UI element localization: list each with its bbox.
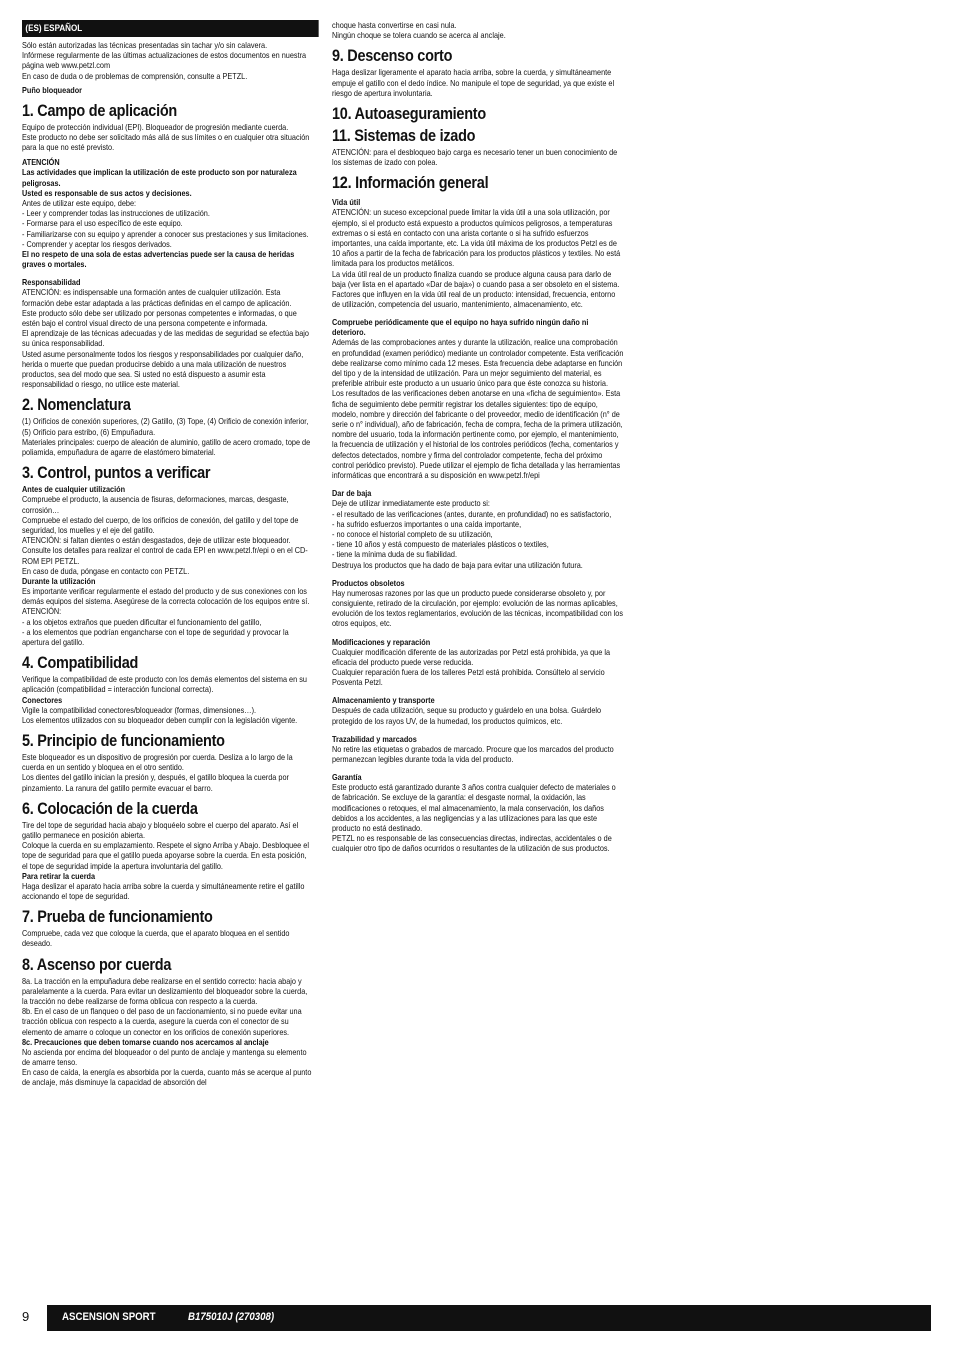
paragraph: ATENCIÓN: un suceso excepcional puede limitar la vida útil a una sola utilización, por ejemplo, si el producto está expuesto a productos químicos peligrosos, a temperaturas extremas o si está en contacto con una arista cortante o si ha sufrido esfuerzos importantes, una caída importante, etc. La vida útil máxima de los productos Petzl es de 10 años a partir de la fecha de fabricación para los productos plásticos y textiles. No está limitada para los productos metálicos.: [332, 207, 621, 269]
right-column: [332, 20, 624, 854]
section-text: [22, 752, 312, 793]
section-title: 8. Ascenso por cuerda: [22, 954, 172, 974]
section-title: 12. Información general: [332, 173, 489, 193]
section-text: [22, 287, 312, 389]
subheading: 8c. Precauciones que deben tomarse cuando nos acercamos al anclaje: [22, 1036, 269, 1047]
subheading: ATENCIÓN: [22, 157, 60, 168]
section-text: [22, 820, 312, 871]
section-title: 10. Autoaseguramiento: [332, 104, 486, 124]
paragraph: Compruebe el producto, la ausencia de fisuras, deformaciones, marcas, desgaste, corrosión…: [22, 494, 289, 515]
section-text: [22, 494, 312, 576]
subheading: Dar de baja: [332, 488, 372, 499]
paragraph: ATENCIÓN: si faltan dientes o están desgastados, deje de utilizar este bloqueador.: [22, 535, 291, 546]
subheading: Garantía: [332, 772, 362, 783]
section-text: [22, 416, 312, 457]
subheading: Responsabilidad: [22, 277, 81, 288]
section-text: Verifique la compatibilidad de este producto con los demás elementos del sistema en su aplicación (compatibilidad = interacción funcional correcta).: [22, 674, 307, 695]
section-text: [22, 1047, 312, 1088]
section-text-continued: [332, 20, 624, 40]
section-text: [332, 647, 624, 688]
list-item: - tiene la mínima duda de su fiabilidad.: [332, 549, 458, 560]
paragraph: Tire del tope de seguridad hacia abajo y bloquéelo sobre el cuerpo del aparato. Así el gatillo permanece en posición abierta.: [22, 819, 299, 840]
list-item: - a los elementos que podrían engancharse con el tope de seguridad y provocar la apertura del gatillo.: [22, 626, 289, 647]
paragraph: Destruya los productos que ha dado de baja para evitar una utilización futura.: [332, 559, 583, 570]
section-text: Hay numerosas razones por las que un producto puede considerarse obsoleto y, por consiguiente, retirado de la circulación, por ejemplo: evolución de las normas aplicables, evolución de los textos reglamentarios, evolución de las técnicas, incompatibilidad con los otros equipos, etc.: [332, 587, 624, 629]
section-text: [22, 705, 312, 725]
paragraph: Este producto está garantizado durante 3 años contra cualquier defecto de materiales o de fabricación. Se excluye de la garantía: el desgaste normal, la oxidación, las modificaciones o retoques, el mal almacenamiento, la mala conservación, los daños debidos a los accidentes, a las negligencias y a las utilizaciones para las que este producto no está destinado.: [332, 782, 616, 833]
section-text: ATENCIÓN: para el desbloqueo bajo carga es necesario tener un buen conocimiento de los sistemas de izado con polea.: [332, 147, 618, 168]
paragraph: Los dientes del gatillo inician la presión y, después, el gatillo bloquea la cuerda por pinzamiento. La ranura del gatillo permite evacuar el barro.: [22, 772, 289, 793]
paragraph: Antes de utilizar este equipo, debe:: [22, 198, 137, 209]
paragraph: Consulte los detalles para realizar el control de cada EPI en www.petzl.fr/epi o en el CD-ROM EPI PETZL.: [22, 545, 308, 566]
subheading: Trazabilidad y marcados: [332, 733, 417, 744]
warning-text: [22, 167, 312, 198]
list-item: - tiene 10 años y está compuesto de materiales plásticos o textiles,: [332, 539, 549, 550]
intro-line: Infórmese regularmente de las últimas actualizaciones de estos documentos en nuestra página web www.petzl.com: [22, 50, 307, 71]
section-title: 9. Descenso corto: [332, 46, 453, 66]
paragraph: 8a. La tracción en la empuñadura debe realizarse en el sentido correcto: hacia abajo y paralelamente a la cuerda. Para evitar un deslizamiento del bloqueador sobre la cuerda, la tracción no debe realizarse de forma oblicua con respecto a la cuerda.: [22, 975, 308, 1006]
paragraph: Este producto sólo debe ser utilizado por personas competentes e informadas, o que estén bajo el control visual directo de una persona competente e informada.: [22, 307, 297, 329]
paragraph: Equipo de protección individual (EPI). Bloqueador de progresión mediante cuerda.: [22, 121, 289, 132]
list-item: - ha sufrido esfuerzos importantes o una caída importante,: [332, 518, 522, 529]
section-text: [332, 207, 624, 309]
paragraph: Los resultados de las verificaciones deben anotarse en una «ficha de seguimiento». Esta ficha de seguimiento debe permitir registrar los detalles siguientes: tipo de equipo, modelo, nombre y dirección del fabricante o del proveedor, medio de identificación (n° de serie o n° individual), año de fabricación, fecha de compra, fecha de la primera utilización, nombre del usuario, toda la información pertinente como, por ejemplo, el mantenimiento, la frecuencia de utilización y el historial de los controles periódicos (fecha, comentarios y defectos detectados, nombre y firma del controlador competente, fecha del próximo control periódico previsto). Puede utilizar el ejemplo de ficha detallada y las herramientas informáticas que encontrará a su disposición en www.petzl.fr/epi: [332, 388, 623, 481]
paragraph: Compruebe el estado del cuerpo, de los orificios de conexión, del gatillo y del tope de seguridad, los muelles y el eje del gatillo.: [22, 514, 299, 535]
list-item: - Familiarizarse con su equipo y aprender a conocer sus prestaciones y sus limitaciones.: [22, 228, 309, 239]
list-item: - no conoce el historial completo de su utilización,: [332, 528, 493, 539]
paragraph: Cualquier reparación fuera de los talleres Petzl está prohibida. Consúltelo al servicio Posventa Petzl.: [332, 666, 605, 688]
paragraph: Factores que influyen en la vida útil real de un producto: intensidad, frecuencia, entorno de utilización, competencia del usuario, mantenimiento, almacenamiento, etc.: [332, 289, 616, 310]
subheading: Compruebe periódicamente que el equipo no haya sufrido ningún daño ni deterioro.: [332, 317, 589, 338]
paragraph-part: choque hasta convertirse en casi nula.: [332, 20, 457, 30]
subheading: Almacenamiento y transporte: [332, 695, 435, 706]
paragraph: La vida útil real de un producto finaliza cuando se produce alguna causa para darlo de baja (ver lista en el apartado «Dar de baja») o cuando pasa a ser obsoleto en el sistema.: [332, 268, 620, 289]
paragraph: Deje de utilizar inmediatamente este producto si:: [332, 498, 490, 509]
section-title: 11. Sistemas de izado: [332, 126, 476, 146]
paragraph: En caso de duda, póngase en contacto con PETZL.: [22, 565, 190, 576]
section-title: 4. Compatibilidad: [22, 653, 139, 673]
paragraph: Es importante verificar regularmente el estado del producto y de sus conexiones con los demás equipos del sistema. Asegúrese de la correcta colocación de los equipos entre sí.: [22, 585, 310, 607]
section-text: [22, 198, 312, 249]
subheading: Modificaciones y reparación: [332, 636, 431, 647]
list-item: - Comprender y aceptar los riesgos derivados.: [22, 238, 172, 249]
section-title: 7. Prueba de funcionamiento: [22, 907, 213, 927]
section-text: Haga deslizar el aparato hacia arriba sobre la cuerda y simultáneamente retire el gatillo accionando el tope de seguridad.: [22, 880, 305, 901]
paragraph: ATENCIÓN: es indispensable una formación antes de cualquier utilización. Esta formación debe estar adaptada a las prácticas definidas en el campo de aplicación.: [22, 287, 292, 308]
intro-line: En caso de duda o de problemas de comprensión, consulte a PETZL.: [22, 70, 248, 81]
section-text: Compruebe, cada vez que coloque la cuerda, que el aparato bloquea en el sentido deseado.: [22, 928, 290, 949]
section-title: 3. Control, puntos a verificar: [22, 463, 211, 483]
list-item: - el resultado de las verificaciones (antes, durante, en profundidad) no es satisfactorio,: [332, 508, 612, 519]
paragraph: Además de las comprobaciones antes y durante la utilización, realice una comprobación en profundidad (examen periódico) mediante un controlador competente. Esta verificación debe realizarse como mínimo cada 12 meses. Esta frecuencia debe adaptarse en función del tipo y de la intensidad de utilización. Para un mejor seguimiento del material, es preferible atribuir este producto a un usuario único para que éste conozca su historia.: [332, 337, 624, 389]
section-title: 2. Nomenclatura: [22, 395, 131, 415]
paragraph: Usted es responsable de sus actos y decisiones.: [22, 187, 192, 198]
paragraph: Vigile la compatibilidad conectores/bloqueador (formas, dimensiones…).: [22, 704, 257, 715]
paragraph: ATENCIÓN:: [22, 606, 62, 617]
footer-model: ASCENSION SPORT: [62, 1311, 156, 1323]
paragraph: Usted asume personalmente todos los riesgos y responsabilidades por cualquier daño, herida o muerte que puedan producirse debido a una mala utilización de nuestros productos, sea del modo que sea. Si usted no está dispuesto a asumir esta responsabilidad o riesgo, no utilice este material.: [22, 348, 304, 390]
list-item: - Formarse para el uso específico de este equipo.: [22, 218, 183, 229]
left-column: [22, 20, 312, 1088]
paragraph: 8b. En el caso de un flanqueo o del paso de un faccionamiento, si no puede evitar una tracción oblicua con respecto a la cuerda, asegure la cuerda con el conector de su elemento de amarre o coloque un conector en los orificios de conexión superiores.: [22, 1006, 302, 1037]
section-title: 6. Colocación de la cuerda: [22, 798, 198, 818]
list-item: - Leer y comprender todas las instrucciones de utilización.: [22, 208, 210, 219]
section-text: [332, 782, 624, 853]
product-name: Puño bloqueador: [22, 84, 83, 95]
paragraph: Los elementos utilizados con su bloqueador deben cumplir con la legislación vigente.: [22, 714, 298, 725]
section-title: 5. Principio de funcionamiento: [22, 730, 225, 750]
section-title: 1. Campo de aplicación: [22, 100, 177, 120]
paragraph: No ascienda por encima del bloqueador o del punto de anclaje y mantenga su elemento de amarre tenso.: [22, 1046, 307, 1068]
paragraph: Ningún choque se tolera cuando se acerca al anclaje.: [332, 30, 506, 41]
list-item: - a los objetos extraños que pueden dificultar el funcionamiento del gatillo,: [22, 616, 262, 627]
footer-code: B175010J (270308): [188, 1311, 275, 1323]
section-text: [332, 498, 624, 569]
paragraph: Este producto no debe ser solicitado más allá de sus límites o en cualquier otra situación para la que no esté previsto.: [22, 132, 310, 153]
section-text: Después de cada utilización, seque su producto y guárdelo en una bolsa. Guárdelo protegido de los rayos UV, de la humedad, los productos químicos, etc.: [332, 705, 602, 726]
paragraph: El aprendizaje de las técnicas adecuadas y de las medidas de seguridad se efectúa bajo su única responsabilidad.: [22, 328, 309, 349]
paragraph: PETZL no es responsable de las consecuencias directas, indirectas, accidentales o de cualquier otro tipo de daños ocurridos o resultantes de la utilización de sus productos.: [332, 833, 612, 854]
section-text: [22, 122, 312, 153]
warning-text: El no respeto de una sola de estas advertencias puede ser la causa de heridas graves o mortales.: [22, 249, 295, 270]
subheading: Vida útil: [332, 197, 361, 208]
paragraph: Coloque la cuerda en su emplazamiento. Respete el signo Arriba y Abajo. Desbloquee el tope de seguridad para que el gatillo pueda apoyarse sobre la cuerda. En esta posición, el tope de seguridad impide la apertura involuntaria del gatillo.: [22, 840, 309, 871]
subheading: Antes de cualquier utilización: [22, 484, 126, 495]
intro-line: Sólo están autorizadas las técnicas presentadas sin tachar y/o sin calavera.: [22, 40, 268, 50]
paragraph: Este bloqueador es un dispositivo de progresión por cuerda. Desliza a lo largo de la cuerda en un sentido y bloquea en el otro sentido.: [22, 751, 293, 773]
page-number: 9: [22, 1309, 30, 1324]
paragraph: Cualquier modificación diferente de las autorizadas por Petzl está prohibida, ya que la eficacia del producto puede verse reducida.: [332, 646, 611, 667]
section-text: Haga deslizar ligeramente el aparato hacia arriba, sobre la cuerda, y simultáneamente empuje el gatillo con el dedo índice. No manipule el tope de seguridad, ya que existe el riesgo de apertura involuntaria.: [332, 67, 615, 98]
subheading: Productos obsoletos: [332, 577, 405, 588]
section-text: [332, 337, 624, 480]
subheading: Para retirar la cuerda: [22, 870, 96, 881]
subheading: Conectores: [22, 694, 63, 705]
footer-bar: [47, 1305, 931, 1331]
paragraph-continued: [22, 1067, 312, 1087]
section-text: [22, 586, 312, 647]
section-text: [22, 976, 312, 1037]
paragraph: Materiales principales: cuerpo de aleación de aluminio, gatillo de acero cromado, tope de poliamida, empuñadura de agarre de elastómero bimaterial.: [22, 436, 311, 458]
section-text: No retire las etiquetas o grabados de marcado. Procure que los marcados del producto permanezcan legibles durante toda la vida del producto.: [332, 743, 614, 764]
paragraph: (1) Orificios de conexión superiores, (2) Gatillo, (3) Tope, (4) Orificio de conexión inferior, (5) Orificio para estribo, (6) Empuñadura.: [22, 416, 309, 437]
paragraph-part: En caso de caída, la energía es absorbida por la cuerda, cuanto más se acerque al punto de anclaje, más disminuye la capacidad de absorción del: [22, 1067, 312, 1088]
language-label: (ES) ESPAÑOL: [22, 20, 319, 37]
paragraph: Las actividades que implican la utilización de este producto son por naturaleza peligrosas.: [22, 167, 297, 188]
intro-text: [22, 40, 312, 81]
subheading: Durante la utilización: [22, 575, 96, 586]
